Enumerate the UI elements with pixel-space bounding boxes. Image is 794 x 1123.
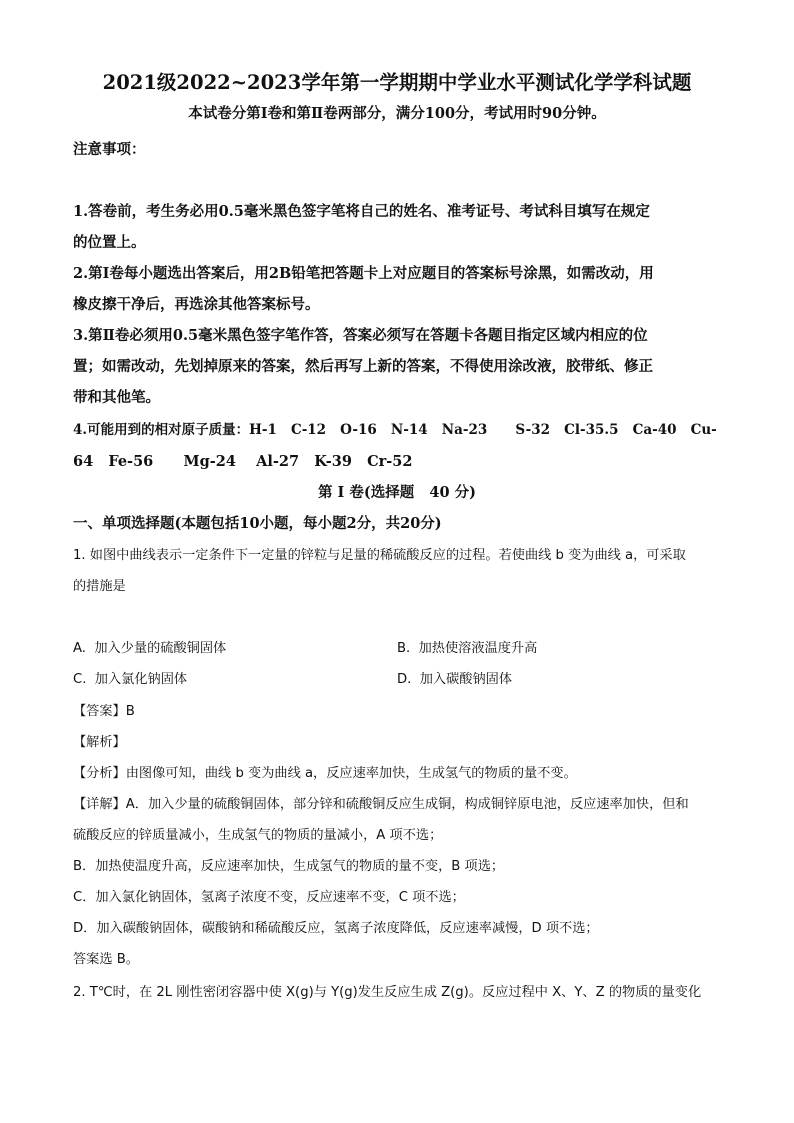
q1-fenxi: 【分析】由图像可知，曲线 b 变为曲线 a，反应速率加快，生成氢气的物质的量不变。 [73, 766, 577, 781]
notice-item-4b: 64 Fe-56 Mg-24 Al-27 K-39 Cr-52 [73, 453, 413, 470]
q1-answer [73, 705, 135, 718]
section-title: 第 Ⅰ 卷(选择题 40 分) [318, 484, 476, 501]
q1-option-b: B. 加热使溶液温度升高 [397, 641, 538, 656]
q1-detail-c: C．加入氯化钠固体，氢离子浓度不变，反应速率不变，C 项不选； [73, 890, 465, 905]
q2-stem-line1: 2. T℃时，在 2L 刚性密闭容器中使 X(g)与 Y(g)发生反应生成 Z(g)。反应过程中 X、Y、Z 的物质的量变化 [73, 985, 702, 1000]
q1-detail-line2: 硫酸反应的锌质量减小，生成氢气的物质的量减小，A 项不选； [73, 828, 443, 843]
notice-item-2a: 2.第Ⅰ卷每小题选出答案后，用2B铅笔把答题卡上对应题目的答案标号涂黑，如需改动，用 [73, 265, 654, 282]
notice-item-1a: 1.答卷前，考生务必用0.5毫米黑色签字笔将自己的姓名、准考证号、考试科目填写在规定 [73, 203, 650, 220]
notice-item-4a: 4.可能用到的相对原子质量：H-1 C-12 O-16 N-14 Na-23 S-32 Cl-35.5 Ca-40 Cu- [73, 422, 717, 438]
q1-detail-line1: 【详解】A．加入少量的硫酸铜固体，部分锌和硫酸铜反应生成铜，构成铜锌原电池，反应速率加快，但和 [73, 797, 689, 812]
exam-title: 2021级2022~2023学年第一学期期中学业水平测试化学学科试题 [102, 71, 692, 94]
q1-analysis-label: 【解析】 [73, 735, 126, 750]
exam-subtitle: 本试卷分第Ⅰ卷和第Ⅱ卷两部分，满分100分，考试用时90分钟。 [188, 105, 606, 122]
notice-item-2b: 橡皮擦干净后，再选涂其他答案标号。 [73, 296, 320, 313]
notice-heading: 注意事项： [73, 141, 146, 158]
notice-item-3a: 3.第Ⅱ卷必须用0.5毫米黑色签字笔作答，答案必须写在答题卡各题目指定区域内相应的位 [73, 327, 648, 344]
q1-answer-value: B [125, 704, 135, 719]
q1-stem-line1: 1. 如图中曲线表示一定条件下一定量的锌粒与足量的稀硫酸反应的过程。若使曲线 b 变为曲线 a，可采取 [73, 548, 686, 563]
q1-option-d: D. 加入碳酸钠固体 [397, 672, 513, 687]
q1-option-c: C. 加入氯化钠固体 [73, 672, 188, 687]
notice-item-3b: 置；如需改动，先划掉原来的答案，然后再写上新的答案，不得使用涂改液，胶带纸、修正 [73, 358, 653, 375]
q1-detail-b: B．加热使温度升高，反应速率加快，生成氢气的物质的量不变，B 项选； [73, 859, 505, 874]
q1-option-a: A. 加入少量的硫酸铜固体 [73, 641, 227, 656]
section-subtitle: 一、单项选择题(本题包括10小题，每小题2分，共20分) [73, 515, 442, 532]
notice-item-3c: 带和其他笔。 [73, 389, 160, 406]
q1-conclusion: 答案选 B。 [73, 952, 139, 967]
notice-item-1b: 的位置上。 [73, 234, 146, 251]
q1-stem-line2: 的措施是 [73, 579, 126, 594]
q1-detail-d: D．加入碳酸钠固体，碳酸钠和稀硫酸反应，氢离子浓度降低，反应速率减慢，D 项不选； [73, 921, 599, 936]
q1-answer-label: 【答案】 [73, 704, 126, 719]
